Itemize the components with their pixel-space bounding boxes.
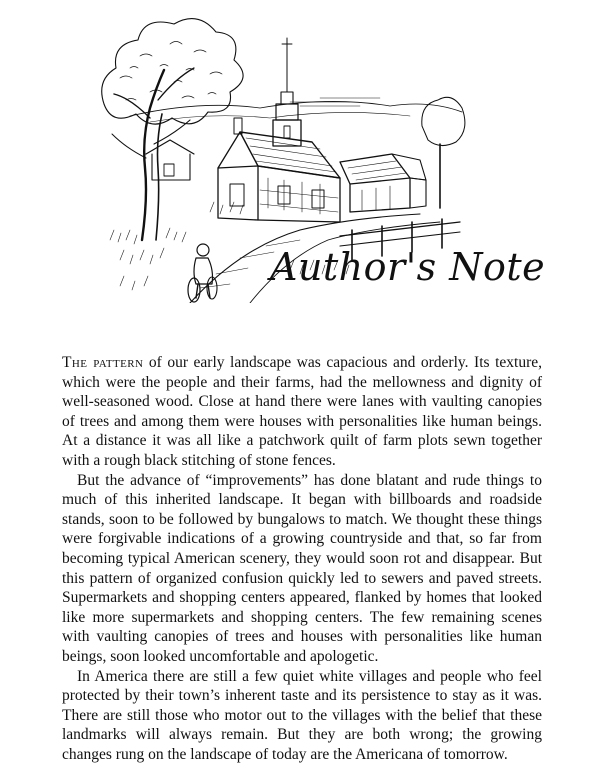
paragraph-3: In America there are still a few quiet white villages and people who feel protected by their town’s inherent taste and its persistence to stay as it was. There are still those who motor out to the villages with the belief that these landmarks will always remain. But they are both wrong; the growing changes rung on the landscape of today are the Americana of tomorrow. bbox=[62, 667, 542, 764]
paragraph-1-text: of our early landscape was capacious and orderly. Its texture, which were the people and their farms, had the mellowness and dignity of well-seasoned wood. Close at hand there were lanes with vaulting canopies of trees and among them were houses with personalities like human beings. At a distance it was all like a patchwork quilt of farm plots sewn together with a rough black stitching of stone fences. bbox=[62, 354, 542, 469]
note-title: Author's Note bbox=[270, 245, 545, 289]
paragraph-2: But the advance of “improvements” has done blatant and rude things to much of this inherited landscape. It began with billboards and roadside stands, soon to be followed by bungalows to match. We thought these things were forgivable indications of a growing countryside and that, so far from becoming typical American scenery, they would soon rot and disappear. But this pattern of organized confusion quickly led to sewers and paved streets. Supermarkets and shopping centers appeared, flanked by homes that looked like more supermarkets and shopping centers. The few remaining scenes with vaulting canopies of trees and houses with personalities like human beings, soon looked uncomfortable and apologetic. bbox=[62, 471, 542, 667]
paragraph-1 bbox=[62, 353, 542, 471]
body-text bbox=[62, 353, 542, 764]
paragraph-lead: The pattern bbox=[62, 354, 143, 371]
